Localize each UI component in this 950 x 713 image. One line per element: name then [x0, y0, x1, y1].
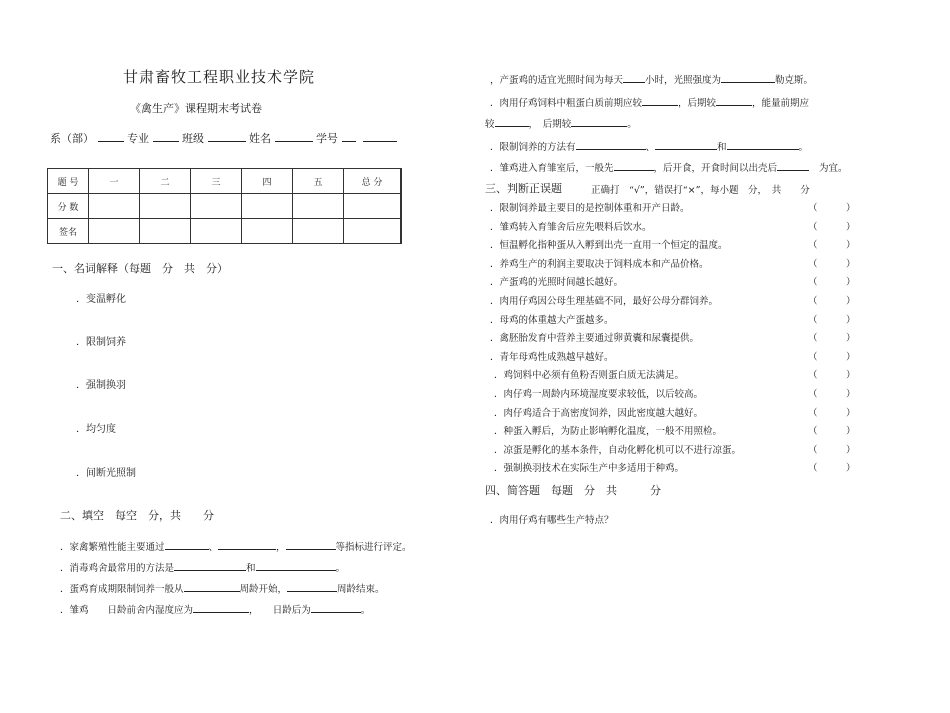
fill-blank: [311, 601, 361, 613]
fill-text: 等指标进行评定。: [335, 542, 412, 553]
fill-blank: [614, 159, 654, 171]
true-false-item: ．肉仔鸡一周龄内环境湿度要求较低，以后较高。: [494, 389, 704, 400]
term-item: ．强制换羽: [76, 380, 126, 391]
signature-cell: [140, 219, 191, 244]
fill-item: [490, 138, 808, 153]
true-false-item: ．雏鸡转入育雏舍后应先喂料后饮水。: [490, 221, 652, 233]
answer-parentheses[interactable]: （ ）: [808, 389, 856, 400]
true-false-item: ．青年母鸡性成熟越早越好。: [490, 351, 614, 363]
score-table-col: 三: [191, 169, 242, 194]
exam-course-subtitle: 《禽生产》课程期末考试卷: [130, 102, 262, 115]
student-info-line: [50, 130, 397, 146]
student-id-label: 学号: [316, 132, 338, 145]
fill-text: 。: [798, 142, 809, 153]
fill-text: ，后期较: [678, 98, 717, 109]
answer-parentheses[interactable]: （ ）: [808, 203, 856, 214]
score-table-row: [48, 169, 402, 194]
fill-text: ．雏鸡 日龄前舍内湿度应为: [60, 605, 194, 616]
signature-cell: [293, 219, 344, 244]
score-cell: [293, 194, 344, 219]
true-false-item: ．种蛋入孵后，为防止影响孵化温度，一般不用照检。: [494, 426, 723, 438]
score-table-header: 分 数: [48, 194, 89, 219]
major-blank: [153, 130, 179, 142]
name-label: 姓名: [249, 132, 271, 145]
fill-blank: [193, 601, 249, 613]
section-1-title: 一、名词解释（每题 分 共 分）: [52, 262, 228, 275]
answer-parentheses[interactable]: （ ）: [808, 407, 856, 419]
fill-blank: [721, 71, 775, 83]
fill-text: ， 后期较: [528, 119, 572, 130]
student-id-blank: [342, 130, 356, 142]
score-table-col: 总 分: [344, 169, 402, 194]
score-table-col: 二: [140, 169, 191, 194]
class-blank: [208, 130, 246, 142]
true-false-item: ．凉蛋是孵化的基本条件，自动化孵化机可以不进行凉蛋。: [494, 444, 742, 456]
fill-text: 。: [335, 563, 346, 574]
fill-blank: [256, 559, 336, 571]
fill-blank: [655, 138, 717, 150]
term-item: ．间断光照制: [76, 468, 136, 479]
true-false-item: ．强制换羽技术在实际生产中多适用于种鸡。: [494, 463, 685, 475]
department-blank: [98, 130, 124, 142]
score-cell: [242, 194, 293, 219]
answer-parentheses[interactable]: （ ）: [808, 426, 856, 438]
fill-blank: [623, 71, 645, 83]
signature-cell: [89, 219, 140, 244]
fill-blank: [571, 115, 627, 127]
fill-item: [60, 580, 385, 595]
term-item: ．变温孵化: [76, 294, 126, 305]
true-false-item: ．恒温孵化指种蛋从入孵到出壳一直用一个恒定的温度。: [490, 240, 728, 252]
department-label: 系（部）: [50, 132, 94, 145]
section-3-title: 三、判断正误题: [485, 182, 562, 195]
fill-text: 小时，光照强度为: [645, 75, 722, 86]
true-false-item: ．禽胚胎发育中营养主要通过卵黄囊和尿囊提供。: [490, 333, 700, 345]
true-false-item: ．养鸡生产的利润主要取决于饲料成本和产品价格。: [490, 258, 709, 270]
score-table-row: [48, 194, 402, 219]
fill-item: [60, 559, 345, 574]
term-item: ．限制饲养: [76, 337, 126, 348]
true-false-item: ．产蛋鸡的光照时间越长越好。: [490, 277, 624, 289]
score-table-row: [48, 219, 402, 244]
class-label: 班级: [182, 132, 204, 145]
fill-blank: [174, 559, 246, 571]
fill-text: 勒克斯。: [775, 75, 814, 86]
section-4-title: 四、简答题 每题 分 共 分: [485, 484, 661, 497]
term-item: ．均匀度: [76, 424, 116, 435]
fill-blank: [716, 94, 752, 106]
score-table: [47, 168, 402, 244]
answer-parentheses[interactable]: （ ）: [808, 221, 856, 233]
true-false-item: ．鸡饲料中必须有鱼粉否则蛋白质无法满足。: [494, 370, 685, 382]
score-table-header: 签名: [48, 219, 89, 244]
fill-item: ．家禽繁殖性能主要通过 、 ， 等指标进行评定。: [60, 538, 412, 553]
score-table-col: 五: [293, 169, 344, 194]
fill-text: ，能量前期应: [752, 98, 810, 109]
score-cell: [89, 194, 140, 219]
answer-parentheses[interactable]: （ ）: [808, 370, 856, 382]
answer-parentheses[interactable]: （ ）: [808, 296, 856, 307]
answer-parentheses[interactable]: （ ）: [808, 258, 856, 270]
short-answer-item: ．肉用仔鸡有哪些生产特点？: [490, 515, 614, 526]
answer-parentheses[interactable]: （ ）: [808, 333, 856, 345]
fill-text: 。: [360, 605, 371, 616]
fill-item: [60, 601, 370, 616]
fill-blank: [495, 115, 529, 127]
fill-blank: [777, 159, 809, 171]
answer-parentheses[interactable]: （ ）: [808, 351, 856, 363]
fill-text: 为宜。: [819, 163, 848, 174]
fill-blank: [165, 538, 209, 550]
fill-blank: [642, 94, 678, 106]
fill-text: ，产蛋鸡的适宜光照时间为每天: [490, 75, 624, 86]
fill-blank: [184, 580, 240, 592]
signature-cell: [344, 219, 402, 244]
fill-blank: [576, 138, 646, 150]
student-id-blank-2: [363, 130, 397, 142]
fill-item: [485, 115, 637, 130]
major-label: 专业: [127, 132, 149, 145]
answer-parentheses[interactable]: （ ）: [808, 240, 856, 252]
fill-text: ．消毒鸡舍最常用的方法是: [60, 563, 175, 574]
fill-text: 周龄开始，: [239, 584, 288, 595]
fill-text: ．雏鸡进入育雏室后，一般先: [490, 163, 614, 174]
true-false-item: ．母鸡的体重越大产蛋越多。: [490, 314, 614, 326]
name-blank: [275, 130, 313, 142]
fill-item: [490, 94, 809, 109]
answer-parentheses[interactable]: （ ）: [808, 463, 856, 475]
score-table-col: 一: [89, 169, 140, 194]
fill-text: ，后开食，开食时间以出壳后: [653, 163, 778, 174]
fill-item: [490, 159, 848, 174]
fill-text: ．限制饲养的方法有: [490, 142, 576, 153]
answer-parentheses[interactable]: （ ）: [808, 314, 856, 326]
fill-text: 和: [717, 142, 727, 153]
fill-text: ．肉用仔鸡饲料中粗蛋白质前期应较: [490, 98, 643, 109]
fill-blank: [287, 580, 337, 592]
fill-text: ， 日龄后为: [249, 605, 311, 616]
true-false-item: ．肉仔鸡适合于高密度饲养，因此密度越大越好。: [494, 407, 704, 419]
score-cell: [140, 194, 191, 219]
fill-item: [490, 71, 813, 86]
answer-parentheses[interactable]: （ ）: [808, 277, 856, 289]
fill-blank: [218, 538, 276, 550]
signature-cell: [191, 219, 242, 244]
score-cell: [191, 194, 242, 219]
signature-cell: [242, 219, 293, 244]
fill-blank: [286, 538, 336, 550]
fill-text: 。: [627, 119, 637, 130]
section-2-title: 二、填空 每空 分，共 分: [60, 509, 214, 522]
fill-text: ．蛋鸡育成期限制饲养一般从: [60, 584, 184, 595]
section-3-instruction: 正确打 “√”，错误打“×”，每小题 分， 共 分: [591, 185, 810, 196]
exam-school-title: 甘肃畜牧工程职业技术学院: [123, 68, 316, 86]
fill-text: ．家禽繁殖性能主要通过: [60, 542, 165, 553]
true-false-item: ．限制饲养最主要目的是控制体重和开产日龄。: [490, 203, 690, 214]
answer-parentheses[interactable]: （ ）: [808, 444, 856, 456]
score-cell: [344, 194, 402, 219]
fill-blank: [727, 138, 799, 150]
fill-text: 和: [246, 563, 256, 574]
true-false-item: ．肉用仔鸡因公母生理基础不同，最好公母分群饲养。: [490, 296, 719, 307]
fill-text: 周龄结束。: [337, 584, 385, 595]
fill-text: 、: [208, 542, 219, 553]
score-table-header: 题 号: [48, 169, 89, 194]
fill-text: 、: [645, 142, 656, 153]
fill-text: 较: [485, 119, 495, 130]
score-table-col: 四: [242, 169, 293, 194]
